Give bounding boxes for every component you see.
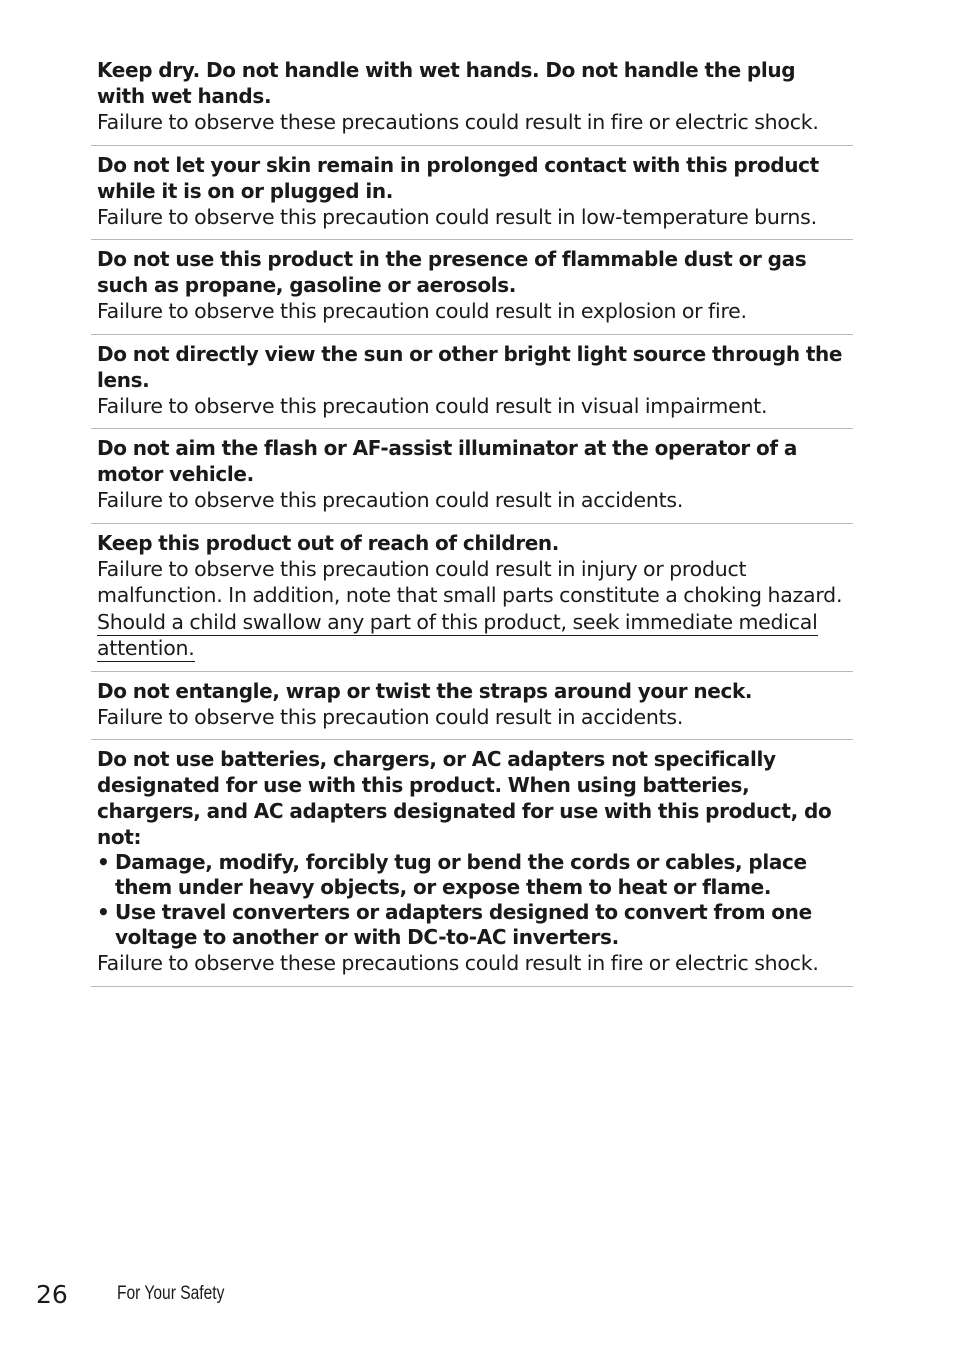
precaution-batteries <box>91 740 853 987</box>
precaution-heading: Do not use batteries, chargers, or AC adapters not specifically designated for use with this product. When using batteries, chargers, and AC adapters designated for use with this product, do not: <box>97 747 832 849</box>
precaution-heading: Do not let your skin remain in prolonged contact with this product while it is on or plugged in. <box>97 152 819 203</box>
precaution-body: Failure to observe these precautions could result in fire or electric shock. <box>97 951 819 975</box>
page-number: 26 <box>36 1280 68 1309</box>
precaution-flash-driver <box>91 429 853 524</box>
precaution-heading: Do not use this product in the presence of flammable dust or gas such as propane, gasoline or aerosols. <box>97 247 807 297</box>
precaution-heading: Keep dry. Do not handle with wet hands. Do not handle the plug with wet hands. <box>97 58 796 108</box>
list-item <box>97 850 847 900</box>
precaution-keep-dry <box>91 57 853 146</box>
precaution-body <box>97 556 847 671</box>
precaution-view-sun <box>91 335 853 430</box>
precaution-body-underlined: Should a child swallow any part of this product, seek immediate medical attention. <box>97 609 818 660</box>
precaution-body-text: Failure to observe this precaution could result in injury or product malfunction. In addition, note that small parts constitute a choking hazard. <box>97 556 843 607</box>
precaution-body: Failure to observe these precautions could result in fire or electric shock. <box>97 110 819 134</box>
precaution-body: Failure to observe this precaution could result in visual impairment. <box>97 393 768 418</box>
bullet-icon: • <box>97 850 110 874</box>
precaution-heading: Do not directly view the sun or other bright light source through the lens. <box>97 341 843 392</box>
bullet-icon: • <box>97 900 110 924</box>
page-footer <box>36 1278 436 1312</box>
running-title: For Your Safety <box>117 1283 225 1304</box>
list-item <box>97 900 847 950</box>
precaution-skin-contact <box>91 146 853 241</box>
precaution-heading: Keep this product out of reach of children. <box>97 530 560 555</box>
precaution-heading: Do not aim the flash or AF-assist illuminator at the operator of a motor vehicle. <box>97 436 798 486</box>
precaution-heading: Do not entangle, wrap or twist the straps around your neck. <box>97 678 753 703</box>
precaution-straps <box>91 672 853 741</box>
precaution-body: Failure to observe this precaution could result in accidents. <box>97 488 684 512</box>
precaution-children <box>91 524 853 672</box>
precaution-body: Failure to observe this precaution could result in low-temperature burns. <box>97 204 817 229</box>
safety-precautions <box>91 57 853 987</box>
precaution-bullet-list <box>97 850 847 950</box>
precaution-body: Failure to observe this precaution could result in explosion or fire. <box>97 299 747 323</box>
precaution-flammable-gas <box>91 240 853 335</box>
bullet-text: Damage, modify, forcibly tug or bend the cords or cables, place them under heavy objects, or expose them to heat or flame. <box>115 850 807 899</box>
precaution-body: Failure to observe this precaution could result in accidents. <box>97 704 684 729</box>
bullet-text: Use travel converters or adapters designed to convert from one voltage to another or with DC-to-AC inverters. <box>115 900 812 949</box>
